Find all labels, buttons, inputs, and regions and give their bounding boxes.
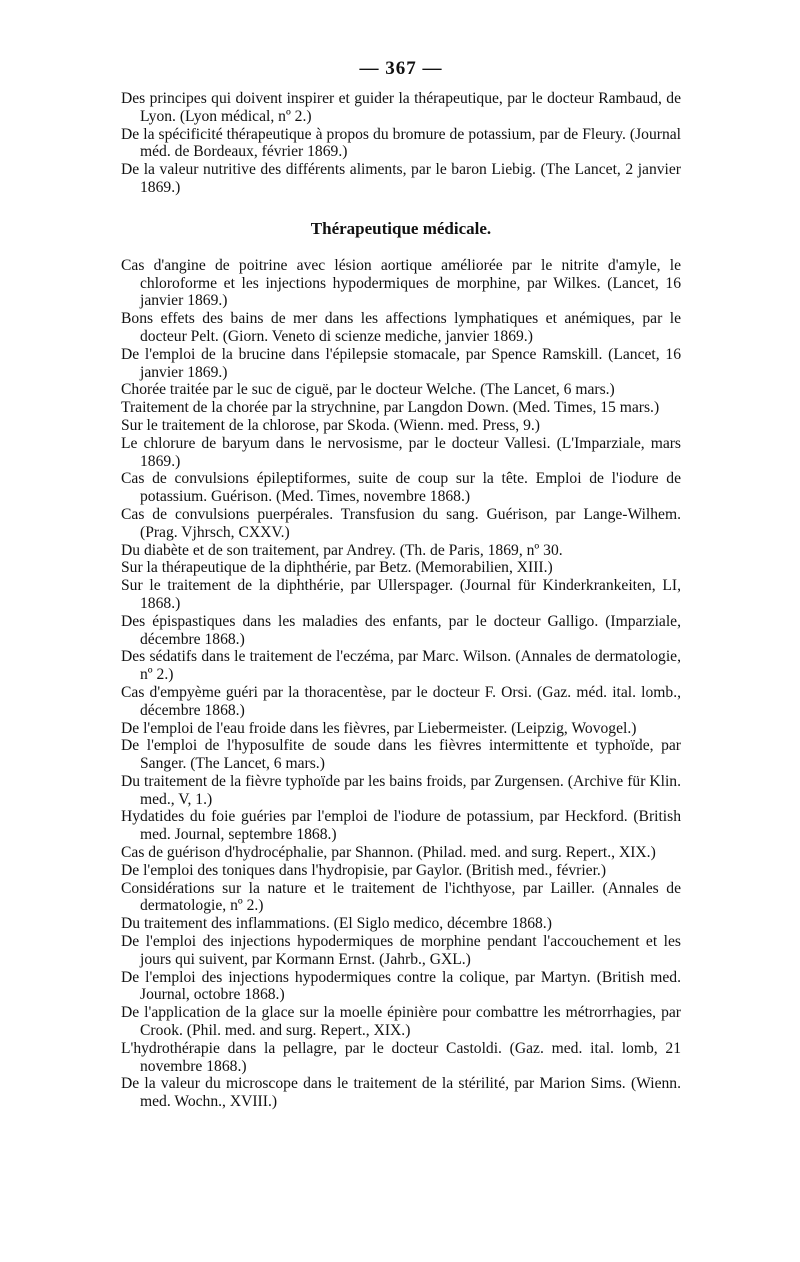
list-item: Hydatides du foie guéries par l'emploi de l'iodure de potassium, par Heckford. (British med. Journal, septembre 1868.) [121,808,681,844]
list-item: Cas de guérison d'hydrocéphalie, par Shannon. (Philad. med. and surg. Repert., XIX.) [121,844,656,862]
list-item: Le chlorure de baryum dans le nervosisme, par le docteur Vallesi. (L'Imparziale, mars 1869.) [121,434,681,470]
list-item: Bons effets des bains de mer dans les affections lymphatiques et anémiques, par le docteur Pelt. (Giorn. Veneto di scienze mediche, janvier 1869.) [121,310,681,345]
list-item: Cas d'empyème guéri par la thoracentèse, par le docteur F. Orsi. (Gaz. méd. ital. lomb., décembre 1868.) [121,683,681,719]
page [121,58,681,1111]
list-item: Cas d'angine de poitrine avec lésion aortique améliorée par le nitrite d'amyle, le chloroforme et les injections hypodermiques de morphine, par Wilkes. (Lancet, 16 janvier 1869.) [121,256,681,310]
list-item: De l'emploi des injections hypodermiques contre la colique, par Martyn. (British med. Journal, octobre 1868.) [121,968,681,1004]
list-item: De la spécificité thérapeutique à propos du bromure de potassium, par de Fleury. (Journal méd. de Bordeaux, février 1869.) [121,125,681,161]
list-item: Du traitement des inflammations. (El Siglo medico, décembre 1868.) [121,915,552,933]
list-item: Chorée traitée par le suc de ciguë, par le docteur Welche. (The Lancet, 6 mars.) [121,381,615,399]
list-item: De l'emploi de l'hyposulfite de soude dans les fièvres intermittente et typhoïde, par Sanger. (The Lancet, 6 mars.) [121,737,681,773]
list-item: Considérations sur la nature et le traitement de l'ichthyose, par Lailler. (Annales de dermatologie, nº 2.) [121,879,681,915]
top-entry-list [121,90,681,197]
list-item: De l'emploi de l'eau froide dans les fièvres, par Liebermeister. (Leipzig, Wovogel.) [121,719,637,737]
list-item: Des principes qui doivent inspirer et guider la thérapeutique, par le docteur Rambaud, de Lyon. (Lyon médical, nº 2.) [121,90,681,125]
list-item: Traitement de la chorée par la strychnine, par Langdon Down. (Med. Times, 15 mars.) [121,399,660,417]
list-item: Du traitement de la fièvre typhoïde par les bains froids, par Zurgensen. (Archive für Klin. med., V, 1.) [121,772,681,808]
section-entry-list [121,257,681,1111]
list-item: Cas de convulsions puerpérales. Transfusion du sang. Guérison, par Lange-Wilhem. (Prag. Vjhrsch, CXXV.) [121,505,681,541]
list-item: Du diabète et de son traitement, par Andrey. (Th. de Paris, 1869, nº 30. [121,541,563,559]
section-title: Thérapeutique médicale. [310,218,492,238]
list-item: De la valeur du microscope dans le traitement de la stérilité, par Marion Sims. (Wienn. med. Wochn., XVIII.) [121,1075,681,1111]
list-item: De l'emploi des toniques dans l'hydropisie, par Gaylor. (British med., février.) [121,861,607,879]
list-item: Cas de convulsions épileptiformes, suite de coup sur la tête. Emploi de l'iodure de potassium. Guérison. (Med. Times, novembre 1868.) [121,470,681,506]
list-item: Sur le traitement de la diphthérie, par Ullerspager. (Journal für Kinderkrankeiten, LI, 1868.) [121,577,681,612]
list-item: De la valeur nutritive des différents aliments, par le baron Liebig. (The Lancet, 2 janvier 1869.) [121,161,681,196]
page-number: — 367 — [359,58,443,79]
list-item: Des sédatifs dans le traitement de l'eczéma, par Marc. Wilson. (Annales de dermatologie, nº 2.) [121,648,681,684]
list-item: Sur le traitement de la chlorose, par Skoda. (Wienn. med. Press, 9.) [121,416,540,434]
list-item: Sur la thérapeutique de la diphthérie, par Betz. (Memorabilien, XIII.) [121,559,553,577]
list-item: De l'application de la glace sur la moelle épinière pour combattre les métrorrhagies, par Crook. (Phil. med. and surg. Repert., XIX.) [121,1004,681,1040]
list-item: De l'emploi des injections hypodermiques de morphine pendant l'accouchement et les jours qui suivent, par Kormann Ernst. (Jahrb., GXL.) [121,933,681,968]
list-item: De l'emploi de la brucine dans l'épilepsie stomacale, par Spence Ramskill. (Lancet, 16 janvier 1869.) [121,345,681,381]
list-item: Des épispastiques dans les maladies des enfants, par le docteur Galligo. (Imparziale, décembre 1868.) [121,612,681,648]
list-item: L'hydrothérapie dans la pellagre, par le docteur Castoldi. (Gaz. med. ital. lomb, 21 novembre 1868.) [121,1039,681,1075]
